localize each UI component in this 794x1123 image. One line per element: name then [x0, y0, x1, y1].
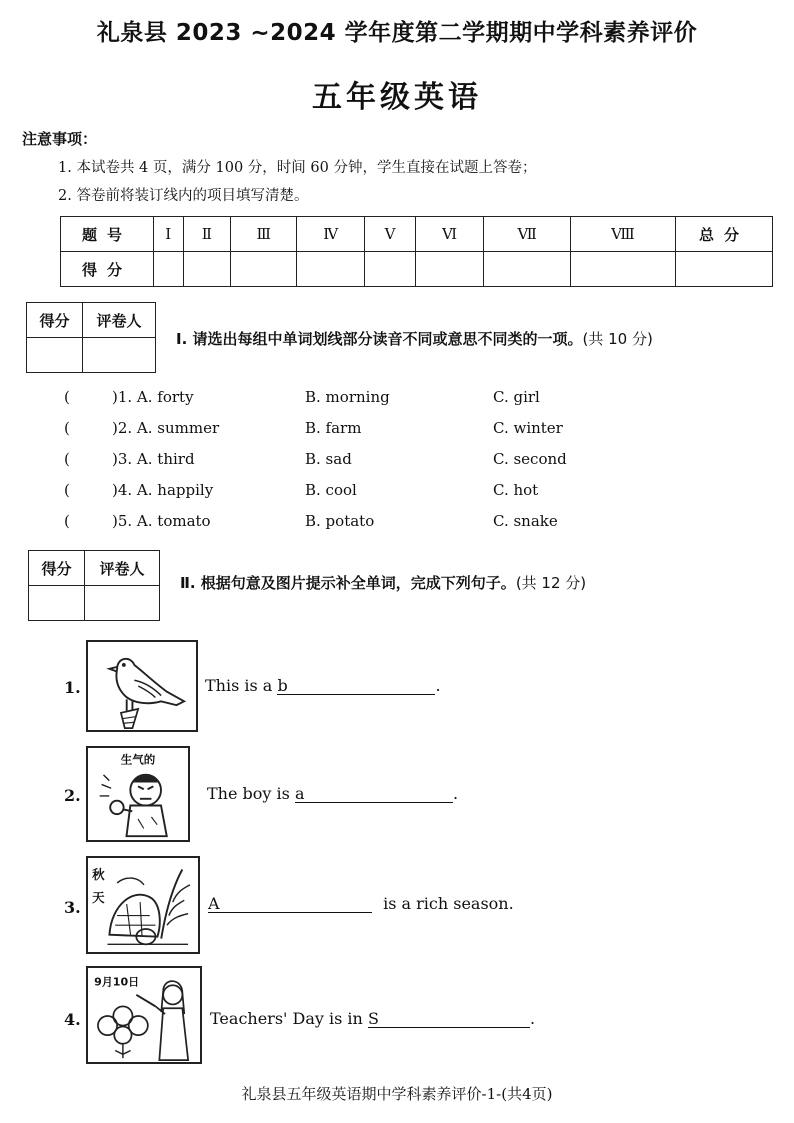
page-footer: 礼泉县五年级英语期中学科素养评价-1-(共4页)	[241, 1085, 553, 1103]
sentence-end: .	[452, 784, 459, 803]
blank-letter: S	[367, 1009, 379, 1028]
option-a: )2. A. summer	[112, 419, 220, 437]
picture-label: 9月10日	[94, 975, 140, 989]
section2-heading	[180, 572, 586, 593]
question-row	[64, 512, 744, 538]
score-col: Ⅲ	[231, 217, 297, 252]
sentence-4	[210, 1009, 535, 1028]
note-2: 2. 答卷前将装订线内的项目填写清楚。	[58, 188, 309, 204]
angry-boy-picture	[86, 746, 190, 842]
sentence-text: This is a	[205, 676, 278, 695]
fill-blank[interactable]	[368, 1009, 530, 1028]
option-a: )5. A. tomato	[112, 512, 211, 530]
sentence-1	[205, 676, 441, 695]
sentence-text: is a rich season.	[378, 894, 514, 913]
fill-blank[interactable]	[295, 784, 453, 803]
bird-picture	[86, 640, 198, 732]
sentence-end: .	[529, 1009, 536, 1028]
score-col: Ⅱ	[183, 217, 231, 252]
teacher-icon	[88, 968, 200, 1062]
question-row	[64, 481, 744, 507]
sentence-end: .	[435, 676, 441, 695]
picture-label: 生气的	[120, 752, 156, 767]
picture-label: 天	[92, 890, 105, 906]
blank-letter: a	[294, 784, 305, 803]
score-table-header-row	[61, 217, 773, 252]
answer-bracket[interactable]: (	[64, 388, 70, 406]
notes-heading: 注意事项：	[22, 130, 98, 148]
item-number: 1.	[64, 678, 81, 697]
answer-bracket[interactable]: (	[64, 419, 70, 437]
answer-bracket[interactable]: (	[64, 512, 70, 530]
section1-points: (共 10 分)	[582, 330, 653, 348]
grader-box-1	[26, 302, 156, 373]
option-a: )1. A. forty	[112, 388, 194, 406]
answer-bracket[interactable]: (	[64, 481, 70, 499]
score-cell[interactable]	[415, 252, 484, 287]
score-cell[interactable]	[570, 252, 675, 287]
score-col: Ⅰ	[154, 217, 184, 252]
option-b: B. farm	[305, 419, 362, 437]
teachers-day-picture	[86, 966, 202, 1064]
score-cell[interactable]	[297, 252, 365, 287]
question-row	[64, 388, 744, 414]
sentence-text: Teachers' Day is in	[210, 1009, 368, 1028]
score-cell[interactable]	[183, 252, 231, 287]
option-b: B. sad	[305, 450, 352, 468]
score-cell[interactable]	[365, 252, 415, 287]
question-row	[64, 450, 744, 476]
grader-name-cell[interactable]	[83, 338, 156, 373]
picture-label: 秋	[92, 867, 105, 883]
item-number: 2.	[64, 786, 81, 805]
score-table-label: 题号	[61, 217, 154, 252]
harvest-icon	[88, 858, 198, 952]
score-cell[interactable]	[231, 252, 297, 287]
blank-letter: A	[208, 894, 220, 913]
grader-name-label: 评卷人	[85, 551, 160, 586]
sentence-text: The boy is	[207, 784, 295, 803]
sentence-3	[208, 894, 514, 913]
option-a: )4. A. happily	[112, 481, 214, 499]
exam-subtitle: 五年级英语	[312, 80, 482, 115]
option-c: C. second	[493, 450, 567, 468]
score-col: Ⅷ	[570, 217, 675, 252]
section1-heading	[176, 328, 653, 349]
section1-title: Ⅰ. 请选出每组中单词划线部分读音不同或意思不同类的一项。	[176, 330, 583, 348]
score-table-score-row	[61, 252, 773, 287]
grader-score-cell[interactable]	[29, 586, 85, 621]
score-col: Ⅶ	[484, 217, 571, 252]
bird-icon	[88, 642, 196, 730]
score-col: Ⅴ	[365, 217, 415, 252]
exam-title: 礼泉县 2023 ~2024 学年度第二学期期中学科素养评价	[96, 20, 698, 46]
sentence-2	[207, 784, 458, 803]
angry-face-icon	[88, 748, 188, 840]
section2-points: (共 12 分)	[515, 574, 587, 592]
score-cell[interactable]	[676, 252, 773, 287]
score-col-total: 总分	[676, 217, 773, 252]
grader-score-label: 得分	[29, 551, 85, 586]
note-1: 1. 本试卷共 4 页，满分 100 分，时间 60 分钟，学生直接在试题上答卷；	[58, 160, 537, 176]
option-c: C. snake	[493, 512, 558, 530]
score-cell[interactable]	[484, 252, 571, 287]
item-number: 3.	[64, 898, 81, 917]
option-c: C. girl	[493, 388, 540, 406]
item-number: 4.	[64, 1010, 81, 1029]
answer-bracket[interactable]: (	[64, 450, 70, 468]
grader-box-2	[28, 550, 160, 621]
grader-name-cell[interactable]	[85, 586, 160, 621]
option-b: B. morning	[305, 388, 390, 406]
option-c: C. winter	[493, 419, 563, 437]
grader-score-label: 得分	[27, 303, 83, 338]
score-cell[interactable]	[154, 252, 184, 287]
fill-blank[interactable]	[277, 676, 435, 695]
section2-title: Ⅱ. 根据句意及图片提示补全单词，完成下列句子。	[180, 574, 516, 592]
option-b: B. cool	[305, 481, 357, 499]
score-table	[60, 216, 773, 287]
grader-score-cell[interactable]	[27, 338, 83, 373]
autumn-picture	[86, 856, 200, 954]
option-c: C. hot	[493, 481, 539, 499]
score-col: Ⅳ	[297, 217, 365, 252]
question-row	[64, 419, 744, 445]
blank-letter: b	[277, 676, 288, 695]
option-a: )3. A. third	[112, 450, 195, 468]
score-row-label: 得分	[61, 252, 154, 287]
grader-name-label: 评卷人	[83, 303, 156, 338]
fill-blank[interactable]	[208, 894, 372, 913]
option-b: B. potato	[305, 512, 375, 530]
score-col: Ⅵ	[415, 217, 484, 252]
